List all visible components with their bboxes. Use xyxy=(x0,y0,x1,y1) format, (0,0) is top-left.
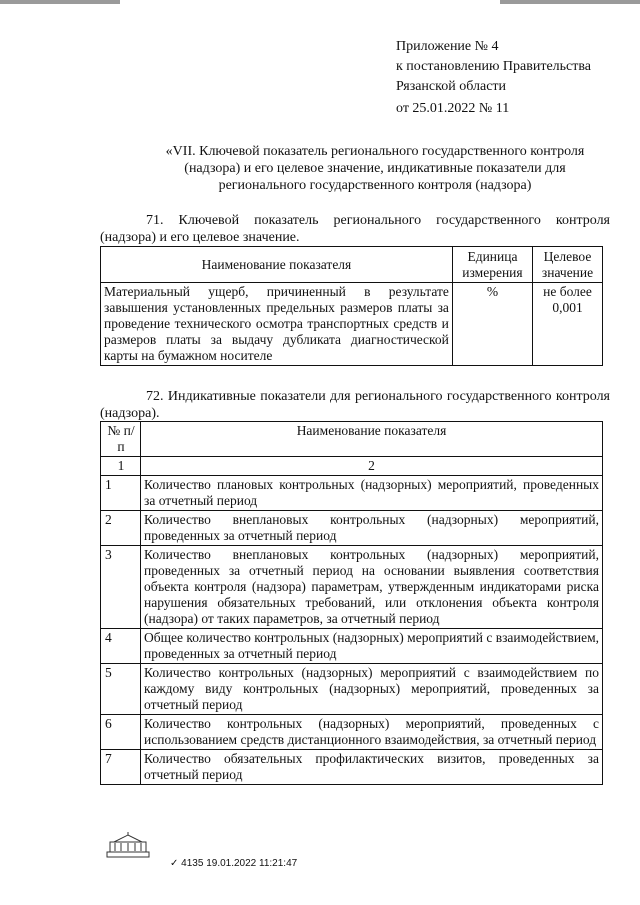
table-row xyxy=(101,511,603,546)
row-number: 1 xyxy=(101,476,141,511)
row-indicator-text: Количество обязательных профилактических визитов, проведенных за отчетный период xyxy=(141,750,603,785)
registration-stamp xyxy=(170,858,297,869)
header-target: Целевое значение xyxy=(533,247,603,283)
paragraph-72 xyxy=(100,388,610,422)
table-row xyxy=(101,715,603,750)
key-indicator-name: Материальный ущерб, причиненный в результате завышения установленных предельных размеров платы за проведение технического осмотра транспортных средств и размеров платы за выдачу дубликата диагностической карты на бумажном носителе xyxy=(101,283,453,366)
indicative-indicators-table xyxy=(100,421,603,785)
row-number: 5 xyxy=(101,664,141,715)
table-row xyxy=(101,546,603,629)
row-number: 7 xyxy=(101,750,141,785)
row-number: 2 xyxy=(101,511,141,546)
table-row xyxy=(101,476,603,511)
scan-artifact xyxy=(0,0,120,4)
section-title: «VII. Ключевой показатель регионального государственного контроля (надзора) и его целевое значение, индикативные показатели для регионального государственного контроля (надзора) xyxy=(165,144,585,193)
row-indicator-text: Количество контрольных (надзорных) мероприятий с взаимодействием по каждому виду контрольных (надзорных) мероприятий, проведенных за отчетный период xyxy=(141,664,603,715)
appendix-date: от 25.01.2022 № 11 xyxy=(396,101,510,116)
row-indicator-text: Общее количество контрольных (надзорных) мероприятий с взаимодействием, проведенных за отчетный период xyxy=(141,629,603,664)
column-number-1: 1 xyxy=(101,457,141,476)
header-unit: Единица измерения xyxy=(452,247,532,283)
paragraph-71-text: 71. Ключевой показатель регионального государственного контроля (надзора) и его целевое значение. xyxy=(100,213,610,245)
row-indicator-text: Количество внеплановых контрольных (надзорных) мероприятий, проведенных за отчетный период на основании выявления соответствия объекта контроля (надзора) параметрам, утвержденным индикаторами риска нарушения обязательных требований, или отклонения объекта контроля (надзора) от таких параметров, за отчетный период xyxy=(141,546,603,629)
header-indicator-name: Наименование показателя xyxy=(101,247,453,283)
scan-artifact xyxy=(500,0,640,4)
table-row xyxy=(101,750,603,785)
row-indicator-text: Количество контрольных (надзорных) мероприятий, проведенных с использованием средств дистанционного взаимодействия, за отчетный период xyxy=(141,715,603,750)
key-indicator-table xyxy=(100,246,603,366)
indicative-header-row xyxy=(101,422,603,457)
appendix-line-1: Приложение № 4 xyxy=(396,39,499,54)
government-building-logo-icon xyxy=(106,832,150,858)
row-number: 3 xyxy=(101,546,141,629)
key-indicator-target: не более 0,001 xyxy=(533,283,603,366)
appendix-line-2: к постановлению Правительства xyxy=(396,59,592,74)
paragraph-71 xyxy=(100,212,610,246)
appendix-line-3: Рязанской области xyxy=(396,79,507,94)
row-indicator-text: Количество плановых контрольных (надзорных) мероприятий, проведенных за отчетный период xyxy=(141,476,603,511)
row-number: 6 xyxy=(101,715,141,750)
key-indicator-unit: % xyxy=(452,283,532,366)
table-row xyxy=(101,664,603,715)
appendix-header xyxy=(396,37,626,119)
registration-stamp-text: 4135 19.01.2022 11:21:47 xyxy=(181,858,298,869)
check-mark-icon: ✓ xyxy=(170,858,179,869)
header-number: № п/п xyxy=(101,422,141,457)
key-indicator-header-row xyxy=(101,247,603,283)
header-indicator-name: Наименование показателя xyxy=(141,422,603,457)
table-row xyxy=(101,629,603,664)
key-indicator-row xyxy=(101,283,603,366)
column-number-row xyxy=(101,457,603,476)
column-number-2: 2 xyxy=(141,457,603,476)
row-number: 4 xyxy=(101,629,141,664)
row-indicator-text: Количество внеплановых контрольных (надзорных) мероприятий, проведенных за отчетный период xyxy=(141,511,603,546)
paragraph-72-text: 72. Индикативные показатели для регионального государственного контроля (надзора). xyxy=(100,389,610,421)
